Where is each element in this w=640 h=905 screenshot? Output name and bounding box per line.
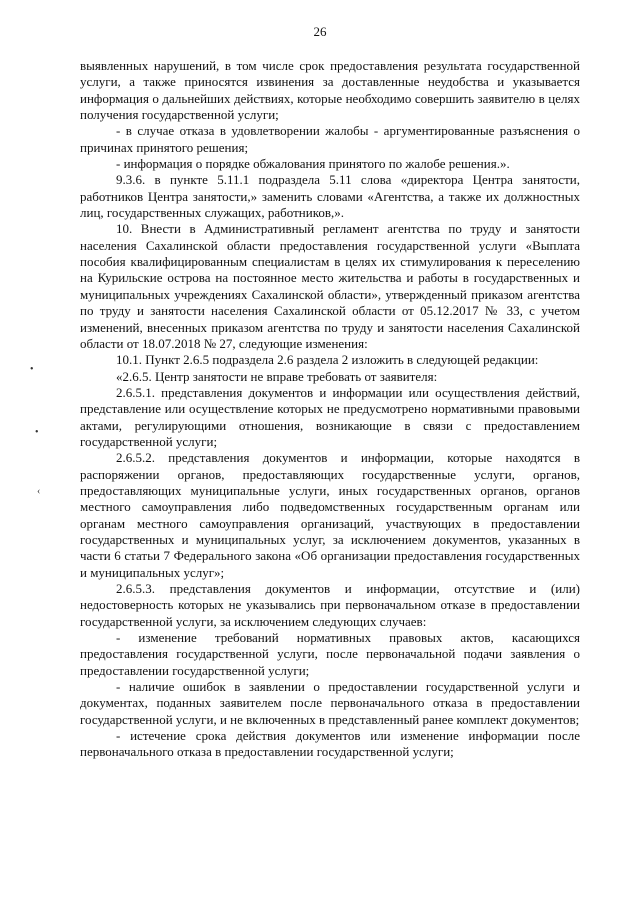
paragraph: - информация о порядке обжалования принятого по жалобе решения.». [116,156,510,172]
paragraph: «2.6.5. Центр занятости не вправе требовать от заявителя: [116,368,438,384]
paragraph: - истечение срока действия документов или изменение информации после первоначального отказа в предоставлении государственной услуги; [80,728,580,760]
paragraph: 10. Внести в Административный регламент агентства по труду и занятости населения Сахалинской области предоставления государственной услуги «Выплата пособия квалифицированным специалистам в целях их стимулирования к переселению на Курильские острова на постоянное место жительства и работы в государственных и муниципальных учреждениях Сахалинской области», утвержденный приказом агентства по труду и занятости населения Сахалинской области от 05.12.2017 № 33, с учетом изменений, внесенных приказом агентства по труду и занятости населения Сахалинской области от 18.07.2018 № 27, следующие изменения: [80,221,580,351]
paragraph: 2.6.5.1. представления документов и информации или осуществления действий, представление или осуществление которых не предусмотрено нормативными правовыми актами, регулирующими отношения, возникающие в связи с предоставлением государственной услуги; [80,384,580,449]
page-number: 26 [313,24,327,39]
paragraph: выявленных нарушений, в том числе срок предоставления результата государственной услуги, а также приносятся извинения за доставленные неудобства и указывается информация о дальнейших действиях, которые необходимо совершить заявителю в целях получения государственной услуги; [80,58,580,123]
document-body [80,58,580,761]
paragraph: - в случае отказа в удовлетворении жалобы - аргументированные разъяснения о причинах принятого решения; [80,123,580,155]
paragraph: - наличие ошибок в заявлении о предоставлении государственной услуги и документах, поданных заявителем после первоначального отказа в предоставлении государственной услуги, и не включенных в представленный ранее комплект документов; [80,679,580,727]
paragraph: 2.6.5.2. представления документов и информации, которые находятся в распоряжении органов, предоставляющих государственные услуги, органов, предоставляющих муниципальные услуги, иных государственных органов, органов местного самоуправления либо подведомственных государственным органам или органам местного самоуправления организаций, участвующих в предоставлении государственных и муниципальных услуг, за исключением документов, указанных в части 6 статьи 7 Федерального закона «Об организации предоставления государственных и муниципальных услуг»; [80,450,580,580]
margin-mark: • [30,364,34,375]
paragraph: 2.6.5.3. представления документов и информации, отсутствие и (или) недостоверность которых не указывались при первоначальном отказе в предоставлении государственной услуги, за исключением следующих случаев: [80,581,580,629]
paragraph: 10.1. Пункт 2.6.5 подраздела 2.6 раздела 2 изложить в следующей редакции: [116,352,539,368]
margin-mark: • [35,427,39,438]
margin-mark: ‹ [37,486,41,497]
paragraph: 9.3.6. в пункте 5.11.1 подраздела 5.11 слова «директора Центра занятости, работников Центра занятости,» заменить словами «Агентства, а также их должностных лиц, государственных служащих, работников,». [80,172,580,221]
paragraph: - изменение требований нормативных правовых актов, касающихся предоставления государственной услуги, после первоначальной подачи заявления о предоставлении государственной услуги; [80,630,580,678]
